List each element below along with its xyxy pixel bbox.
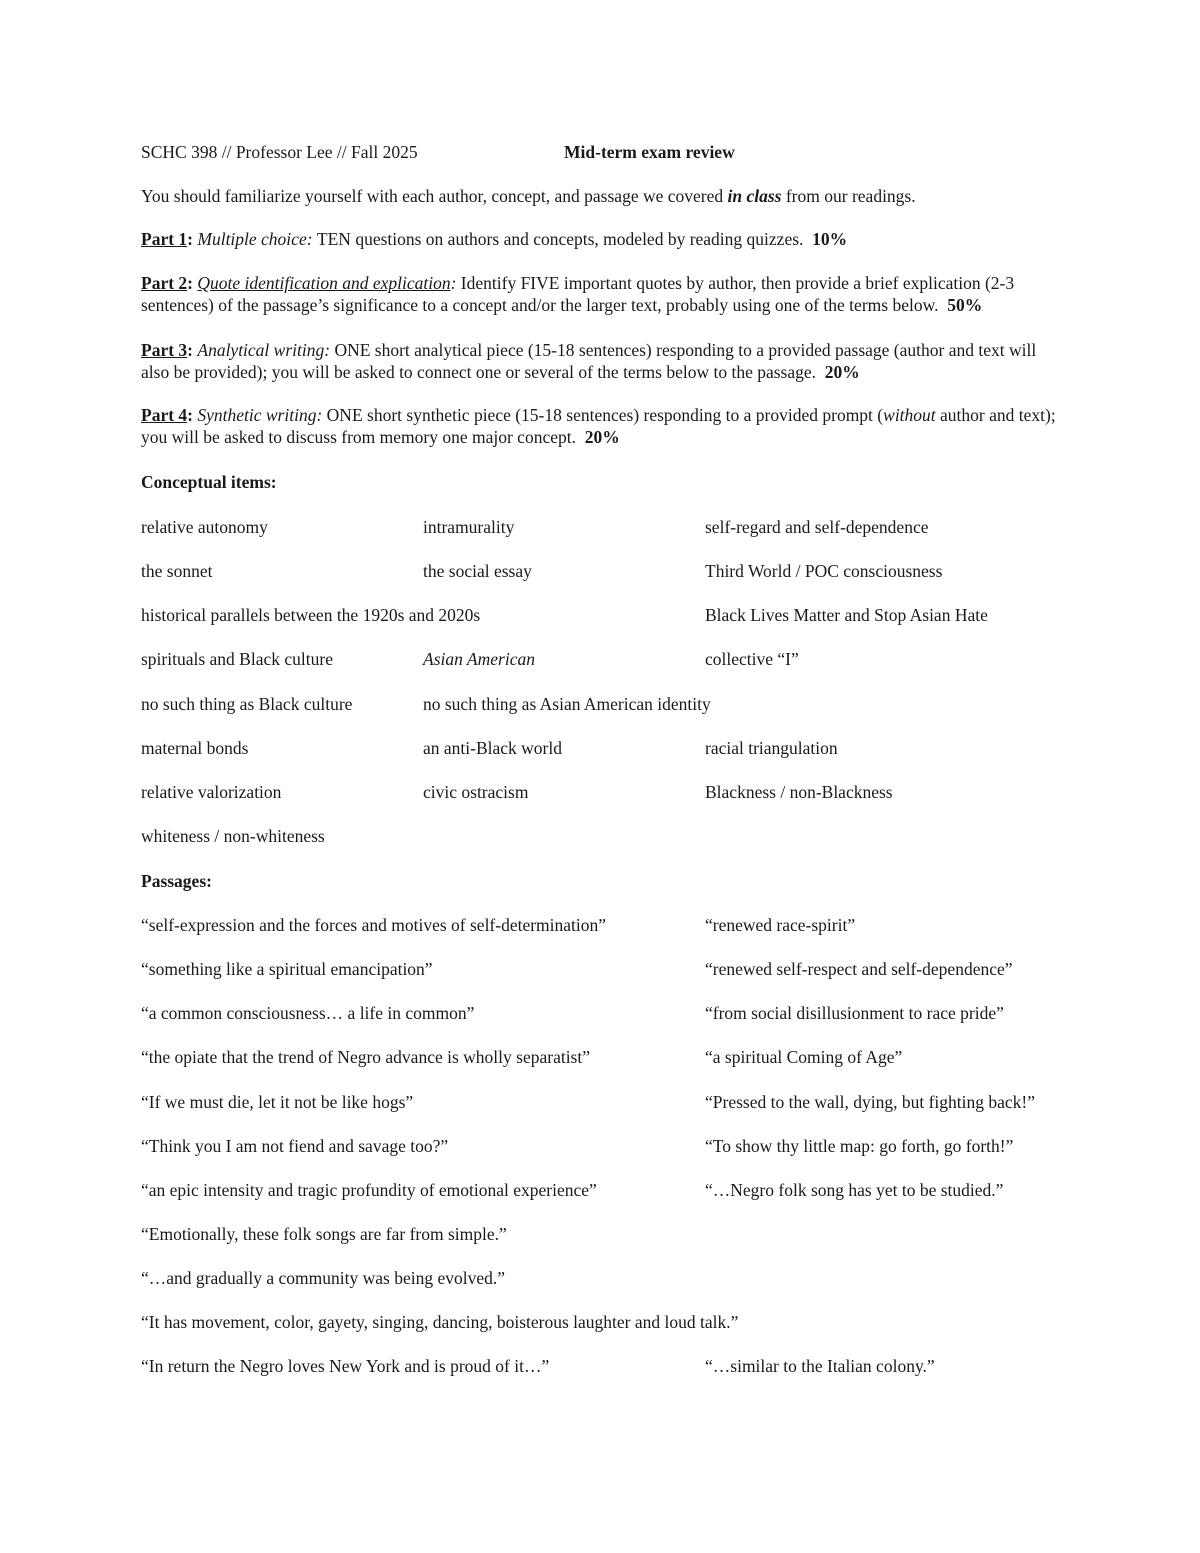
part-1-label: Part 1 xyxy=(141,229,188,249)
part-1: Part 1: Multiple choice: TEN questions on authors and concepts, modeled by reading quizzes. 10% xyxy=(141,229,848,249)
part-4-label: Part 4 xyxy=(141,405,188,425)
concept-item: spirituals and Black culture xyxy=(141,649,333,669)
part-4: Part 4: Synthetic writing: ONE short synthetic piece (15-18 sentences) responding to a provided prompt (without author and text); you will be asked to discuss from memory one major concept. 20% xyxy=(141,405,1056,447)
part-2-weight: 50% xyxy=(947,294,983,315)
passage-item: “a common consciousness… a life in common” xyxy=(141,1003,475,1023)
intro-text xyxy=(141,185,916,207)
passages-heading: Passages: xyxy=(141,871,212,891)
passage-item: “self-expression and the forces and motives of self-determination” xyxy=(141,915,607,935)
passage-item: “a spiritual Coming of Age” xyxy=(705,1047,903,1067)
part-4-type: Synthetic writing xyxy=(197,405,317,425)
part-3-text: ONE short analytical piece (15-18 sentences) responding to a provided passage (author and text will also be provided); you will be asked to connect one or several of the terms below to the passage. xyxy=(141,340,1037,382)
intro-after: from our readings. xyxy=(781,186,916,206)
concept-item: the social essay xyxy=(423,561,532,581)
concept-item: Asian American xyxy=(423,649,535,669)
passage-item: “Think you I am not fiend and savage too?” xyxy=(141,1136,449,1156)
concepts-heading: Conceptual items: xyxy=(141,472,277,492)
part-2-text: Identify FIVE important quotes by author, then provide a brief explication (2-3 sentences) of the passage’s significance to a concept and/or the larger text, probably using one of the terms below. xyxy=(141,273,1015,315)
concept-item: intramurality xyxy=(423,517,515,537)
header-course: SCHC 398 // Professor Lee // Fall 2025 xyxy=(141,142,418,162)
passage-item: “renewed race-spirit” xyxy=(705,915,856,935)
concept-item: an anti-Black world xyxy=(423,738,562,758)
concept-item: Third World / POC consciousness xyxy=(705,561,943,581)
part-1-type: Multiple choice xyxy=(197,229,307,249)
concept-item: civic ostracism xyxy=(423,782,529,802)
passage-item: “To show thy little map: go forth, go forth!” xyxy=(705,1136,1014,1156)
passage-item: “…similar to the Italian colony.” xyxy=(705,1356,935,1376)
part-4-text-after: author and text); you will be asked to discuss from memory one major concept. xyxy=(141,405,1056,447)
part-2-label: Part 2 xyxy=(141,273,188,293)
concept-item: no such thing as Asian American identity xyxy=(423,694,711,714)
concept-item: collective “I” xyxy=(705,649,799,669)
concept-item: the sonnet xyxy=(141,561,213,581)
part-2: Part 2: Quote identification and explication: Identify FIVE important quotes by author, then provide a brief explication (2-3 sentences) of the passage’s significance to a concept and/or the larger text, probably using one of the terms below. 50% xyxy=(141,273,1015,315)
concept-item: racial triangulation xyxy=(705,738,838,758)
passage-item: “In return the Negro loves New York and is proud of it…” xyxy=(141,1356,550,1376)
intro-before: You should familiarize yourself with each author, concept, and passage we covered xyxy=(141,186,728,206)
passage-item: “an epic intensity and tragic profundity of emotional experience” xyxy=(141,1180,597,1200)
part-1-weight: 10% xyxy=(812,229,848,249)
part-4-text-before: ONE short synthetic piece (15-18 sentences) responding to a provided prompt ( xyxy=(326,405,884,425)
passage-item: “…Negro folk song has yet to be studied.” xyxy=(705,1180,1004,1200)
concept-item: maternal bonds xyxy=(141,738,249,758)
concept-item: no such thing as Black culture xyxy=(141,694,353,714)
passage-item: “Emotionally, these folk songs are far from simple.” xyxy=(141,1224,507,1244)
concept-item: Black Lives Matter and Stop Asian Hate xyxy=(705,605,988,625)
passage-item: “If we must die, let it not be like hogs” xyxy=(141,1092,414,1112)
passage-item: “It has movement, color, gayety, singing, dancing, boisterous laughter and loud talk.” xyxy=(141,1312,739,1332)
part-4-text-emphasis: without xyxy=(883,405,936,425)
part-3: Part 3: Analytical writing: ONE short analytical piece (15-18 sentences) responding to a provided passage (author and text will also be provided); you will be asked to connect one or several of the terms below to the passage. 20% xyxy=(141,340,1037,382)
passage-item: “the opiate that the trend of Negro advance is wholly separatist” xyxy=(141,1047,591,1067)
concept-item: Blackness / non-Blackness xyxy=(705,782,893,802)
part-1-text: TEN questions on authors and concepts, modeled by reading quizzes. xyxy=(316,229,804,249)
concept-item: whiteness / non-whiteness xyxy=(141,826,325,846)
concept-item: historical parallels between the 1920s and 2020s xyxy=(141,605,481,625)
part-3-weight: 20% xyxy=(824,361,860,382)
document-page xyxy=(141,0,1071,1553)
passage-item: “Pressed to the wall, dying, but fighting back!” xyxy=(705,1092,1035,1112)
part-4-weight: 20% xyxy=(584,426,620,447)
passage-item: “something like a spiritual emancipation” xyxy=(141,959,433,979)
page-title: Mid-term exam review xyxy=(564,142,735,162)
concept-item: relative valorization xyxy=(141,782,282,802)
passage-item: “…and gradually a community was being evolved.” xyxy=(141,1268,505,1288)
part-3-type: Analytical writing xyxy=(197,340,325,360)
concept-item: self-regard and self-dependence xyxy=(705,517,929,537)
part-2-type: Quote identification and explication xyxy=(197,273,451,293)
concept-item: relative autonomy xyxy=(141,517,268,537)
intro-emphasis: in class xyxy=(727,186,782,206)
passage-item: “renewed self-respect and self-dependence” xyxy=(705,959,1013,979)
passage-item: “from social disillusionment to race pride” xyxy=(705,1003,1004,1023)
part-3-label: Part 3 xyxy=(141,340,188,360)
